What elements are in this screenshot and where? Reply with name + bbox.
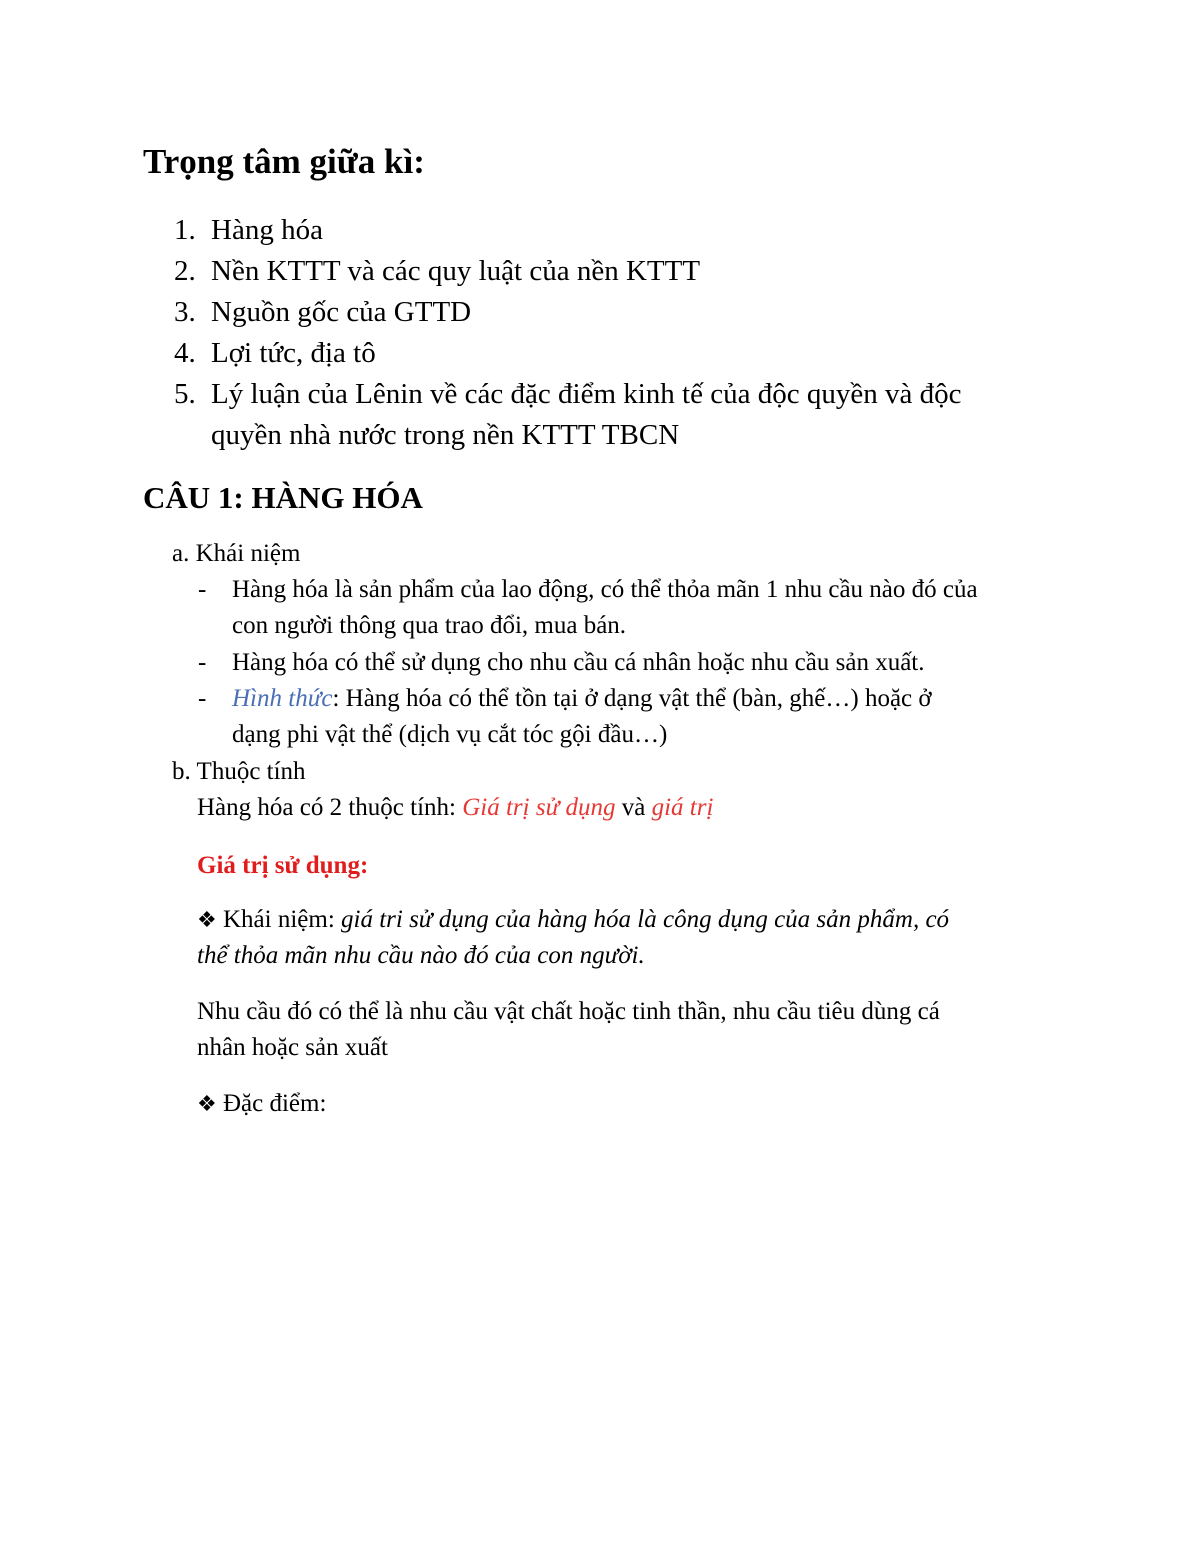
- concept-line: [197, 902, 1057, 938]
- list-number: 3.: [174, 296, 196, 328]
- features-label: Đặc điểm:: [216, 1090, 327, 1117]
- list-item: [0, 251, 1200, 292]
- concept-label: Khái niệm:: [216, 906, 342, 933]
- attributes-intro: [197, 790, 1057, 826]
- list-number: 1.: [174, 214, 196, 246]
- list-text: Hàng hóa: [211, 214, 323, 246]
- bullet-line: con người thông qua trao đổi, mua bán.: [232, 612, 627, 639]
- bullet-item: [0, 645, 1200, 681]
- bullet-line: dạng phi vật thể (dịch vụ cắt tóc gội đầu…): [232, 721, 668, 748]
- features-heading: [197, 1086, 1057, 1122]
- need-line: Nhu cầu đó có thể là nhu cầu vật chất hoặc tinh thần, nhu cầu tiêu dùng cá: [197, 998, 940, 1025]
- bullet-text: [232, 572, 1072, 644]
- list-text-line: quyền nhà nước trong nền KTTT TBCN: [211, 419, 680, 451]
- concept-paragraph: [197, 902, 1057, 974]
- diamond-bullet-icon: ❖: [197, 907, 217, 932]
- need-line: nhân hoặc sản xuất: [197, 1034, 388, 1061]
- bullet-text: Hàng hóa có thể sử dụng cho nhu cầu cá nhân hoặc nhu cầu sản xuất.: [232, 649, 925, 676]
- topic-list: [0, 210, 1200, 456]
- form-term: Hình thức: [232, 685, 333, 712]
- bullet-item: [0, 681, 1200, 753]
- list-item: [0, 292, 1200, 333]
- list-number: 5.: [174, 378, 196, 410]
- list-item: [0, 333, 1200, 374]
- bullet-line: Hàng hóa là sản phẩm của lao động, có thể thỏa mãn 1 nhu cầu nào đó của: [232, 576, 978, 603]
- bullet-dash: -: [198, 685, 207, 712]
- value-term: giá trị: [651, 794, 714, 821]
- list-text-line: Lý luận của Lênin về các đặc điểm kinh tế của độc quyền và độc: [211, 378, 962, 410]
- need-paragraph: [197, 994, 1057, 1066]
- list-number: 4.: [174, 337, 196, 369]
- diamond-bullet-icon: ❖: [197, 1091, 217, 1116]
- page-title: Trọng tâm giữa kì:: [143, 142, 425, 181]
- bullet-text: [232, 681, 1072, 753]
- concept-line: thể thỏa mãn nhu cầu nào đó của con người.: [197, 942, 645, 969]
- intro-text: Hàng hóa có 2 thuộc tính:: [197, 794, 463, 821]
- subsection-a-label: a. Khái niệm: [172, 540, 301, 567]
- bullet-dash: -: [198, 576, 207, 603]
- list-number: 2.: [174, 255, 196, 287]
- list-text: Lợi tức, địa tô: [211, 337, 376, 369]
- intro-and: và: [615, 794, 652, 821]
- use-value-term: Giá trị sử dụng: [462, 794, 616, 821]
- section-heading: CÂU 1: HÀNG HÓA: [143, 480, 423, 515]
- subsection-b-label: b. Thuộc tính: [172, 758, 306, 785]
- bullet-line: [232, 681, 1072, 717]
- concept-text: giá tri sử dụng của hàng hóa là công dụng của sản phẩm, có: [341, 906, 950, 933]
- list-text: Nền KTTT và các quy luật của nền KTTT: [211, 255, 701, 287]
- list-text: Nguồn gốc của GTTD: [211, 296, 472, 328]
- use-value-heading: Giá trị sử dụng:: [197, 852, 369, 879]
- form-text: : Hàng hóa có thể tồn tại ở dạng vật thể (bàn, ghế…) hoặc ở: [332, 685, 932, 712]
- list-item: [0, 374, 1200, 456]
- list-text: [211, 374, 1051, 456]
- bullet-dash: -: [198, 649, 207, 676]
- bullet-item: [0, 572, 1200, 644]
- list-item: [0, 210, 1200, 251]
